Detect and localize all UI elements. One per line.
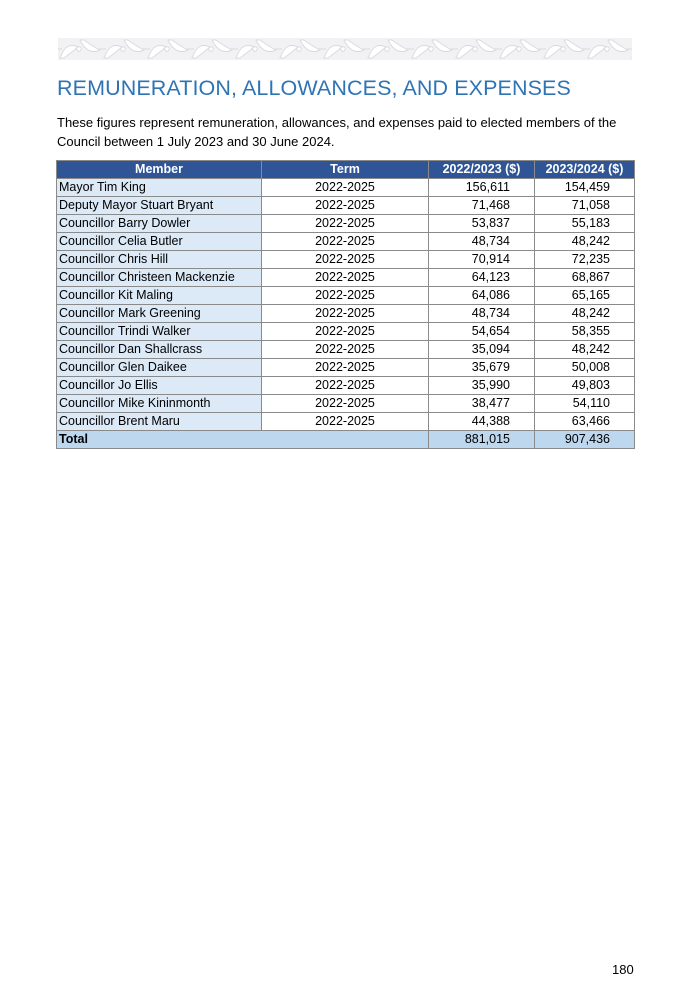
member-cell: Councillor Brent Maru bbox=[57, 413, 262, 431]
term-cell: 2022-2025 bbox=[262, 323, 429, 341]
term-cell: 2022-2025 bbox=[262, 197, 429, 215]
amount-2022-2023-cell: 35,094 bbox=[429, 341, 535, 359]
amount-2023-2024-cell: 48,242 bbox=[535, 233, 635, 251]
header-member: Member bbox=[57, 161, 262, 179]
table-header-row bbox=[57, 161, 635, 179]
table-row bbox=[57, 197, 635, 215]
member-cell: Councillor Celia Butler bbox=[57, 233, 262, 251]
amount-2022-2023-cell: 48,734 bbox=[429, 233, 535, 251]
pattern-graphic bbox=[58, 38, 632, 60]
term-cell: 2022-2025 bbox=[262, 359, 429, 377]
table-row bbox=[57, 215, 635, 233]
amount-2023-2024-cell: 50,008 bbox=[535, 359, 635, 377]
intro-paragraph: These figures represent remuneration, allowances, and expenses paid to elected members of the Council between 1 July 2023 and 30 June 2024. bbox=[57, 115, 617, 149]
amount-2023-2024-cell: 68,867 bbox=[535, 269, 635, 287]
table-row bbox=[57, 323, 635, 341]
total-label: Total bbox=[57, 431, 429, 449]
amount-2023-2024-cell: 71,058 bbox=[535, 197, 635, 215]
member-cell: Mayor Tim King bbox=[57, 179, 262, 197]
total-2023-2024: 907,436 bbox=[535, 431, 635, 449]
table-row bbox=[57, 395, 635, 413]
table-row bbox=[57, 377, 635, 395]
table-row bbox=[57, 341, 635, 359]
amount-2022-2023-cell: 38,477 bbox=[429, 395, 535, 413]
amount-2023-2024-cell: 48,242 bbox=[535, 305, 635, 323]
member-cell: Councillor Mark Greening bbox=[57, 305, 262, 323]
amount-2022-2023-cell: 35,990 bbox=[429, 377, 535, 395]
member-cell: Councillor Christeen Mackenzie bbox=[57, 269, 262, 287]
amount-2023-2024-cell: 58,355 bbox=[535, 323, 635, 341]
amount-2022-2023-cell: 35,679 bbox=[429, 359, 535, 377]
table-row bbox=[57, 179, 635, 197]
header-2022-2023: 2022/2023 ($) bbox=[429, 161, 535, 179]
amount-2022-2023-cell: 64,123 bbox=[429, 269, 535, 287]
amount-2023-2024-cell: 63,466 bbox=[535, 413, 635, 431]
header-term: Term bbox=[262, 161, 429, 179]
table-row bbox=[57, 233, 635, 251]
total-row bbox=[57, 431, 635, 449]
amount-2022-2023-cell: 48,734 bbox=[429, 305, 535, 323]
amount-2022-2023-cell: 44,388 bbox=[429, 413, 535, 431]
term-cell: 2022-2025 bbox=[262, 287, 429, 305]
amount-2022-2023-cell: 156,611 bbox=[429, 179, 535, 197]
member-cell: Councillor Trindi Walker bbox=[57, 323, 262, 341]
table-row bbox=[57, 359, 635, 377]
amount-2023-2024-cell: 49,803 bbox=[535, 377, 635, 395]
member-cell: Deputy Mayor Stuart Bryant bbox=[57, 197, 262, 215]
amount-2023-2024-cell: 72,235 bbox=[535, 251, 635, 269]
amount-2023-2024-cell: 154,459 bbox=[535, 179, 635, 197]
member-cell: Councillor Dan Shallcrass bbox=[57, 341, 262, 359]
amount-2023-2024-cell: 54,110 bbox=[535, 395, 635, 413]
amount-2023-2024-cell: 55,183 bbox=[535, 215, 635, 233]
total-2022-2023: 881,015 bbox=[429, 431, 535, 449]
term-cell: 2022-2025 bbox=[262, 269, 429, 287]
term-cell: 2022-2025 bbox=[262, 377, 429, 395]
amount-2022-2023-cell: 71,468 bbox=[429, 197, 535, 215]
amount-2022-2023-cell: 53,837 bbox=[429, 215, 535, 233]
member-cell: Councillor Chris Hill bbox=[57, 251, 262, 269]
member-cell: Councillor Mike Kininmonth bbox=[57, 395, 262, 413]
term-cell: 2022-2025 bbox=[262, 341, 429, 359]
term-cell: 2022-2025 bbox=[262, 251, 429, 269]
amount-2023-2024-cell: 48,242 bbox=[535, 341, 635, 359]
term-cell: 2022-2025 bbox=[262, 413, 429, 431]
term-cell: 2022-2025 bbox=[262, 395, 429, 413]
member-cell: Councillor Glen Daikee bbox=[57, 359, 262, 377]
term-cell: 2022-2025 bbox=[262, 305, 429, 323]
table-row bbox=[57, 251, 635, 269]
term-cell: 2022-2025 bbox=[262, 179, 429, 197]
term-cell: 2022-2025 bbox=[262, 233, 429, 251]
remuneration-table bbox=[56, 160, 635, 449]
amount-2022-2023-cell: 64,086 bbox=[429, 287, 535, 305]
amount-2022-2023-cell: 70,914 bbox=[429, 251, 535, 269]
table-row bbox=[57, 305, 635, 323]
table-row bbox=[57, 269, 635, 287]
decorative-pattern-banner bbox=[58, 38, 632, 60]
member-cell: Councillor Barry Dowler bbox=[57, 215, 262, 233]
member-cell: Councillor Kit Maling bbox=[57, 287, 262, 305]
table-row bbox=[57, 413, 635, 431]
member-cell: Councillor Jo Ellis bbox=[57, 377, 262, 395]
table-row bbox=[57, 287, 635, 305]
page-title: REMUNERATION, ALLOWANCES, AND EXPENSES bbox=[57, 76, 571, 100]
header-2023-2024: 2023/2024 ($) bbox=[535, 161, 635, 179]
term-cell: 2022-2025 bbox=[262, 215, 429, 233]
amount-2022-2023-cell: 54,654 bbox=[429, 323, 535, 341]
amount-2023-2024-cell: 65,165 bbox=[535, 287, 635, 305]
page-number: 180 bbox=[612, 962, 634, 977]
